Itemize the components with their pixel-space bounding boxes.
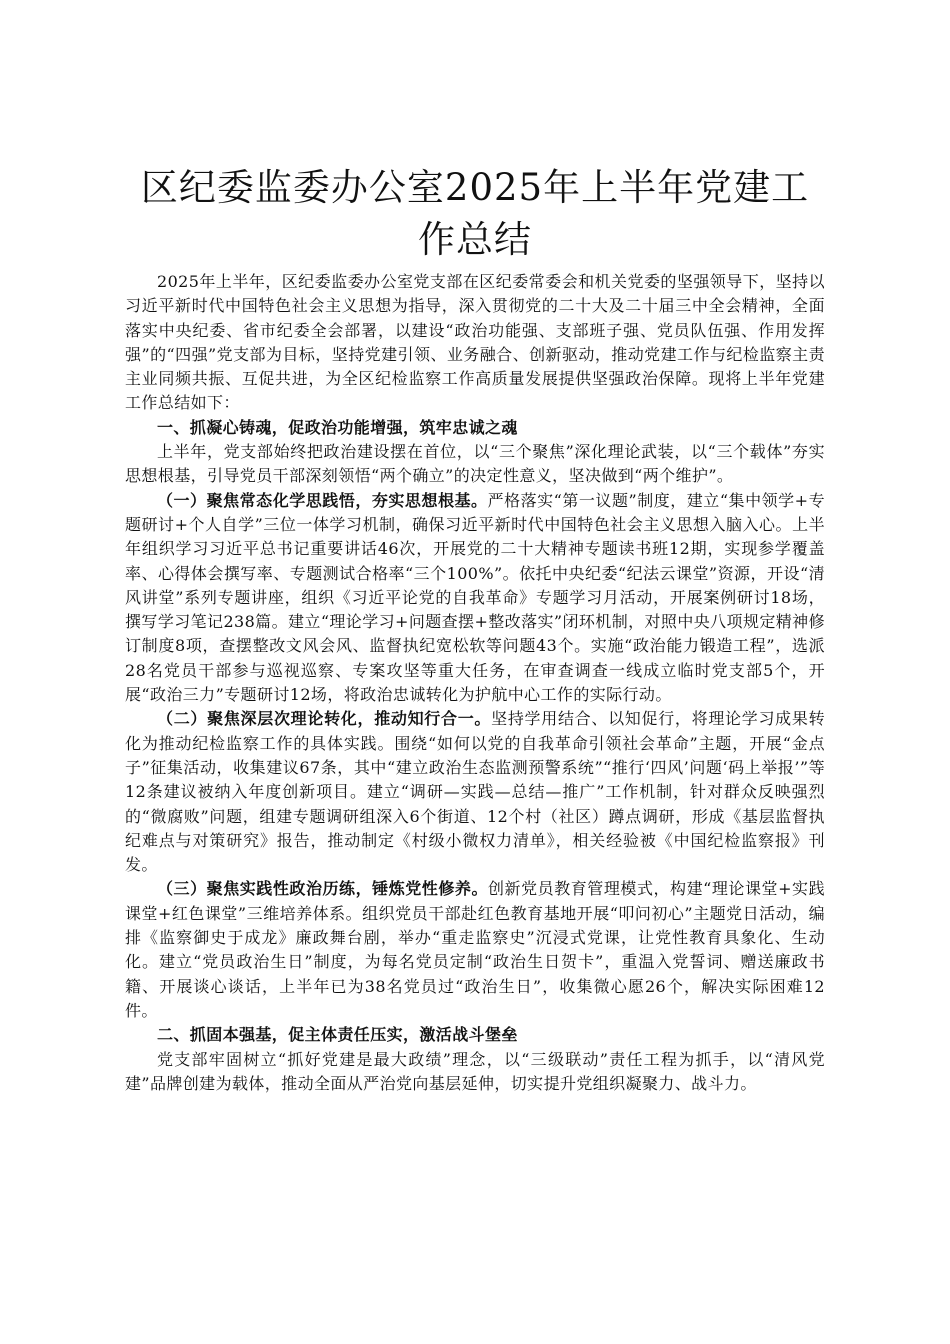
document-page bbox=[125, 162, 825, 1096]
document-body bbox=[125, 270, 825, 1096]
section-2-paragraph: 党支部牢固树立“抓好党建是最大政绩”理念，以“三级联动”责任工程为抓手，以“清风党建”品牌创建为载体，推动全面从严治党向基层延伸，切实提升党组织凝聚力、战斗力。 bbox=[125, 1049, 825, 1093]
subsection-3-lead: （三）聚焦实践性政治历练，锤炼党性修养。 bbox=[157, 879, 488, 899]
section-1-paragraph: 上半年，党支部始终把政治建设摆在首位，以“三个聚焦”深化理论武装，以“三个载体”夯实思想根基，引导党员干部深刻领悟“两个确立”的决定性意义，坚决做到“两个维护”。 bbox=[125, 442, 825, 486]
subsection-1-paragraph bbox=[125, 489, 825, 708]
section-2-heading: 二、抓固本强基，促主体责任压实，激活战斗堡垒 bbox=[157, 1025, 518, 1045]
subsection-1-text: 严格落实“第一议题”制度，建立“集中领学+专题研讨+个人自学”三位一体学习机制，确保习近平新时代中国特色社会主义思想入脑入心。上半年组织学习习近平总书记重要讲话46次，开展党的二十大精神专题读书班12期，实现参学覆盖率、心得体会撰写率、专题测试合格率“三个100%”。依托中央纪委“纪法云课堂”资源，开设“清风讲堂”系列专题讲座，组织《习近平论党的自我革命》专题学习月活动，开展案例研讨18场，撰写学习笔记238篇。建立“理论学习+问题查摆+整改落实”闭环机制，对照中央八项规定精神修订制度8项，查摆整改文风会风、监督执纪宽松软等问题43个。实施“政治能力锻造工程”，选派28名党员干部参与巡视巡察、专案攻坚等重大任务，在审查调查一线成立临时党支部5个，开展“政治三力”专题研讨12场，将政治忠诚转化为护航中心工作的实际行动。 bbox=[125, 490, 825, 705]
intro-paragraph: 2025年上半年，区纪委监委办公室党支部在区纪委常委会和机关党委的坚强领导下，坚持以习近平新时代中国特色社会主义思想为指导，深入贯彻党的二十大及二十届三中全会精神，全面落实中央纪委、省市纪委全会部署，以建设“政治功能强、支部班子强、党员队伍强、作用发挥强”的“四强”党支部为目标，坚持党建引领、业务融合、创新驱动，推动党建工作与纪检监察主责主业同频共振、互促共进，为全区纪检监察工作高质量发展提供坚强政治保障。现将上半年党建工作总结如下： bbox=[125, 272, 825, 413]
subsection-1-lead: （一）聚焦常态化学思践悟，夯实思想根基。 bbox=[157, 490, 488, 510]
section-1-heading: 一、抓凝心铸魂，促政治功能增强，筑牢忠诚之魂 bbox=[157, 417, 518, 437]
subsection-3-paragraph bbox=[125, 877, 825, 1023]
subsection-2-text: 坚持学用结合、以知促行，将理论学习成果转化为推动纪检监察工作的具体实践。围绕“如何以党的自我革命引领社会革命”主题，开展“金点子”征集活动，收集建议67条，其中“建立政治生态监测预警系统”“推行‘四风’问题‘码上举报’”等12条建议被纳入年度创新项目。建立“调研—实践—总结—推广”工作机制，针对群众反映强烈的“微腐败”问题，组建专题调研组深入6个街道、12个村（社区）蹲点调研，形成《基层监督执纪难点与对策研究》报告，推动制定《村级小微权力清单》，相关经验被《中国纪检监察报》刊发。 bbox=[125, 709, 825, 875]
subsection-2-paragraph bbox=[125, 707, 825, 877]
subsection-3-text: 创新党员教育管理模式，构建“理论课堂+实践课堂+红色课堂”三维培养体系。组织党员干部赴红色教育基地开展“叩问初心”主题党日活动，编排《监察御史于成龙》廉政舞台剧，举办“重走监察史”沉浸式党课，让党性教育具象化、生动化。建立“党员政治生日”制度，为每名党员定制“政治生日贺卡”，重温入党誓词、赠送廉政书籍、开展谈心谈话，上半年已为38名党员过“政治生日”，收集微心愿26个，解决实际困难12件。 bbox=[125, 879, 825, 1020]
subsection-2-lead: （二）聚焦深层次理论转化，推动知行合一。 bbox=[157, 709, 492, 729]
document-title: 区纪委监委办公室2025年上半年党建工作总结 bbox=[140, 166, 810, 261]
